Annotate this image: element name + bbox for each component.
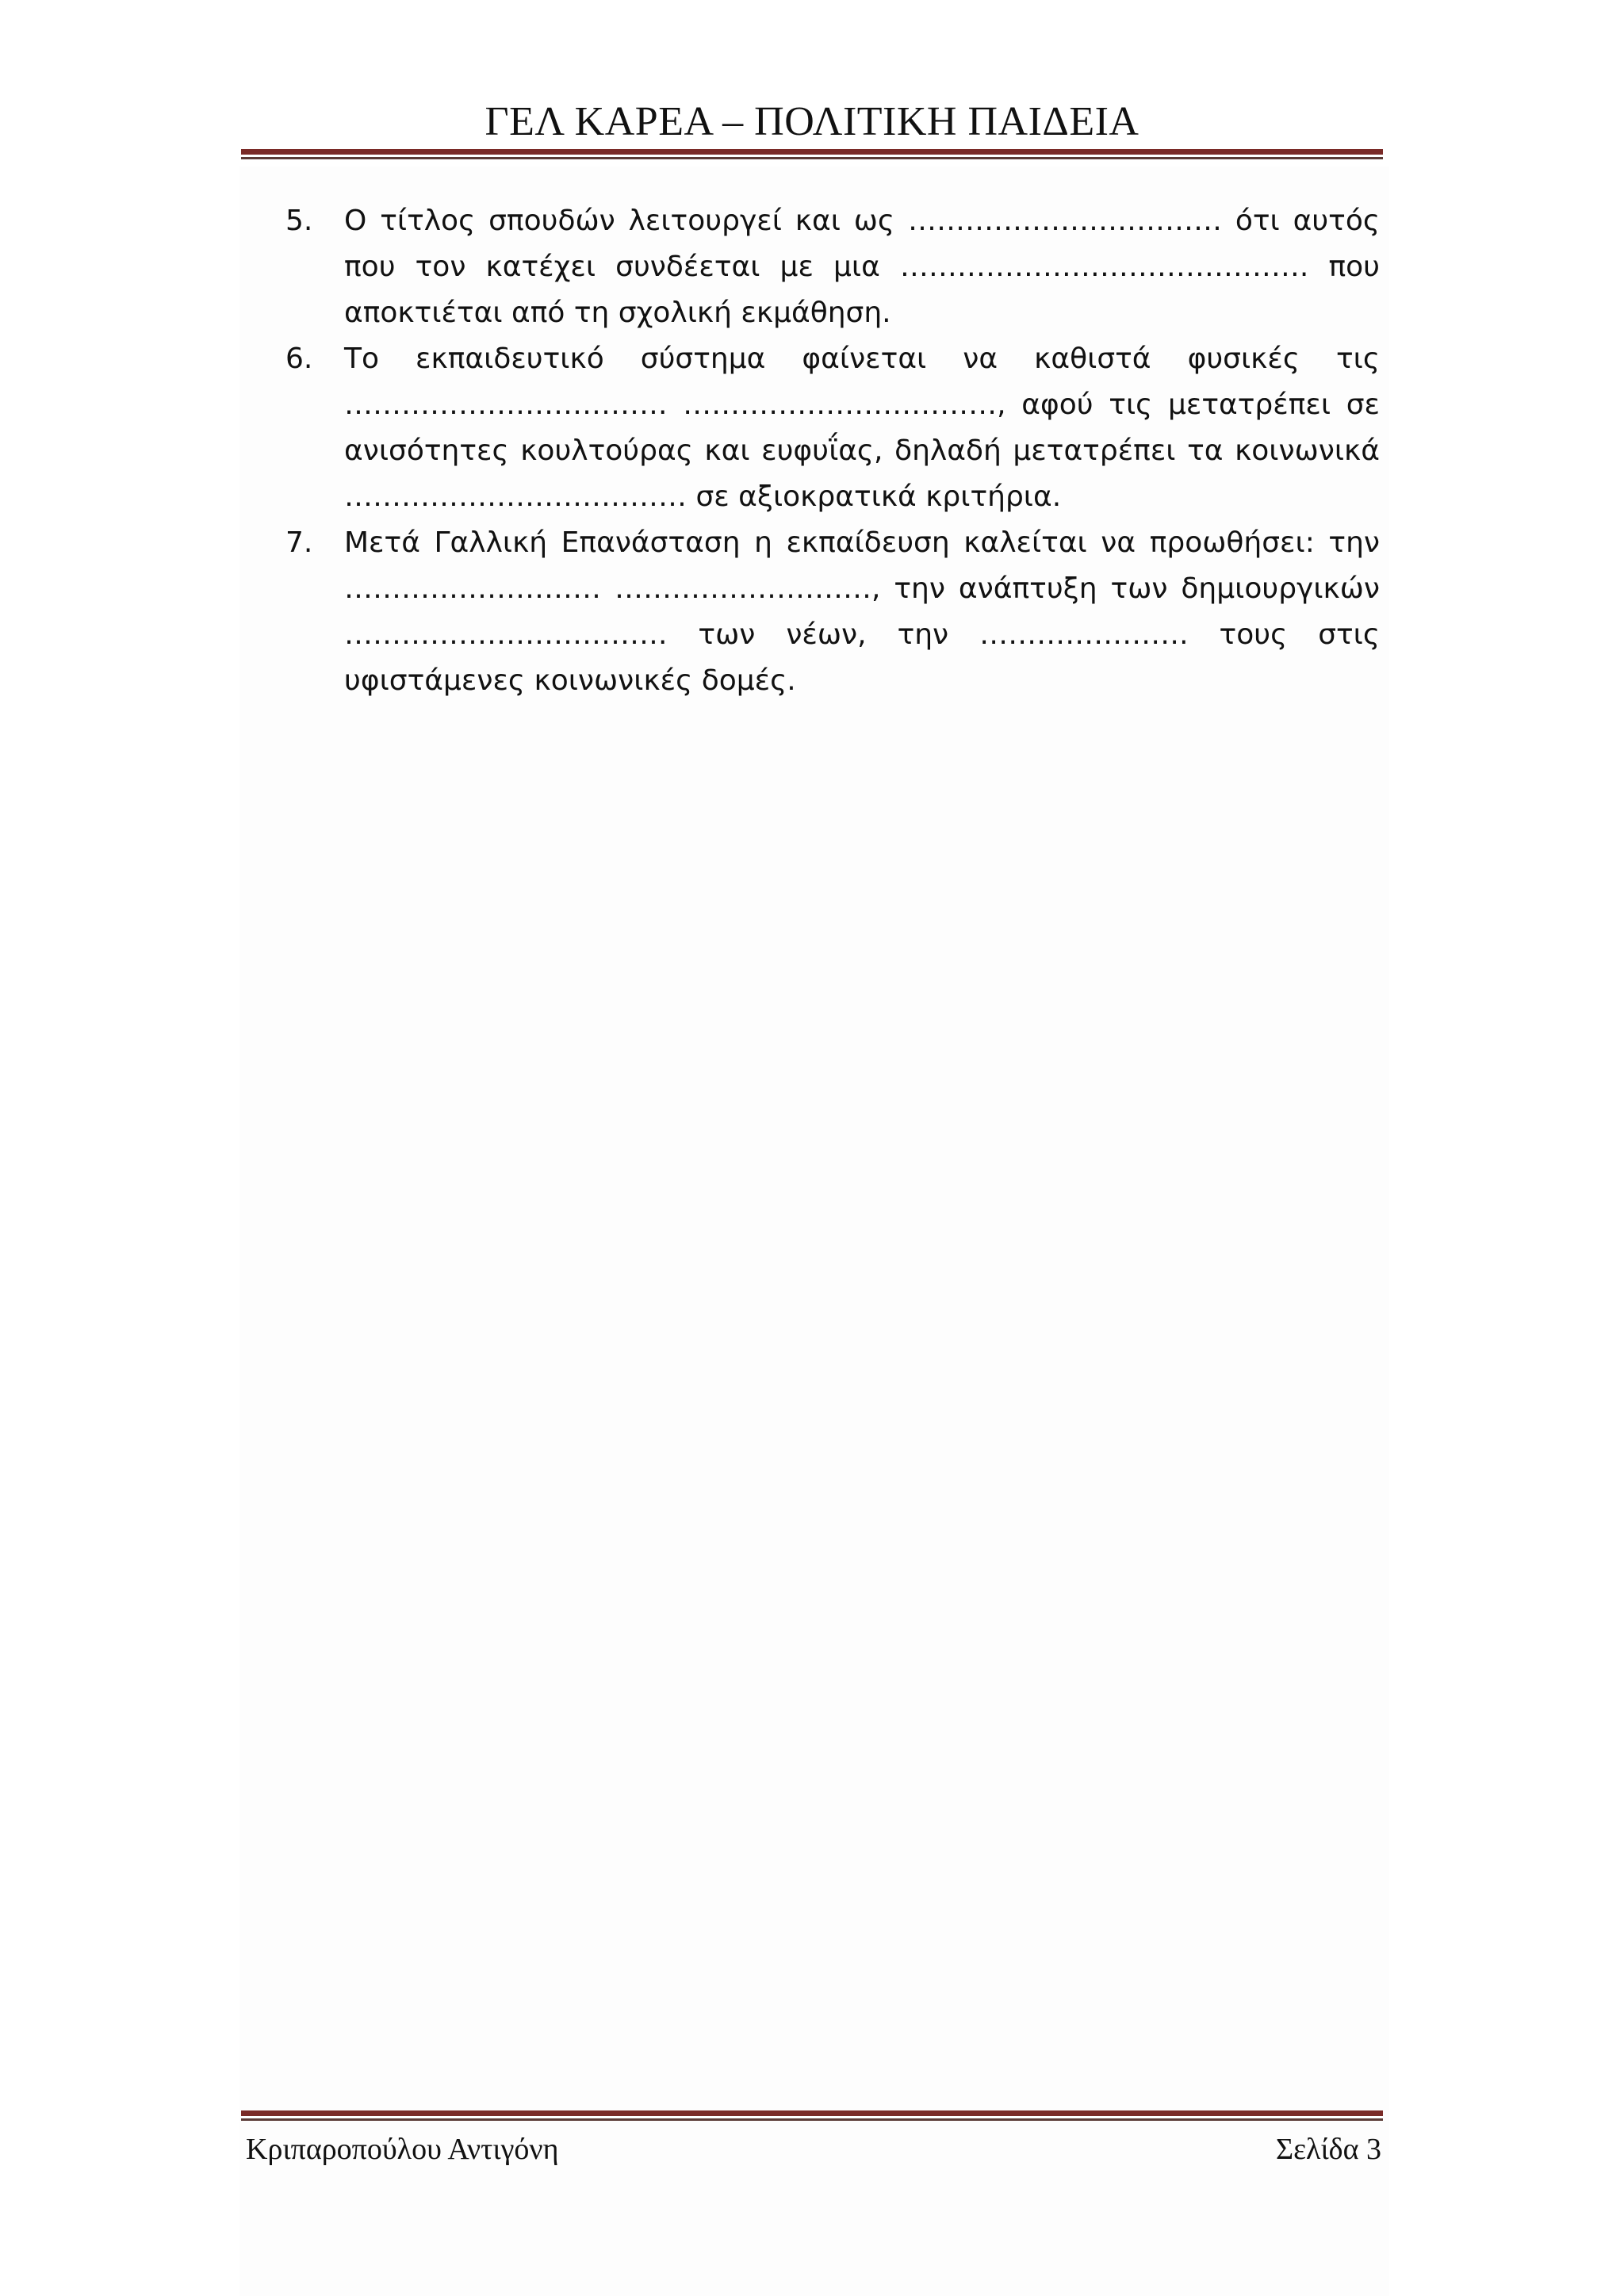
list-item-number: 5. [285,205,313,237]
list-item-number: 6. [285,342,313,375]
list-item-text: Ο τίτλος σπουδών λειτουργεί και ως …………………………… ότι αυτός που τον κατέχει συνδέεται με μια ……………………………………. που αποκτιέται από τη σχολική εκμάθηση. [344,205,1380,329]
list-item-number: 7. [285,526,313,559]
footer-page-number: Σελίδα 3 [1275,2133,1381,2166]
footer-divider [241,2110,1383,2121]
header-divider [241,149,1383,159]
list-item-text: Μετά Γαλλική Επανάσταση η εκπαίδευση καλείται να προωθήσει: την ……………………… ………………………, την ανάπτυξη των δημιουργικών ……………………………. των νέων, την …………………. τους στις υφιστάμενες κοινωνικές δομές. [344,526,1380,697]
list-item [285,198,1380,336]
page-header-title: ΓΕΛ ΚΑΡΕΑ – ΠΟΛΙΤΙΚΗ ΠΑΙΔΕΙΑ [485,99,1139,144]
list-item-text: Το εκπαιδευτικό σύστημα φαίνεται να καθιστά φυσικές τις ……………………………. ……………………………, αφού τις μετατρέπει σε ανισότητες κουλτούρας και ευφυΐας, δηλαδή μετατρέπει τα κοινωνικά ……………………………… σε αξιοκρατικά κριτήρια. [344,342,1380,513]
list-item [285,336,1380,520]
numbered-list [285,198,1380,704]
footer-author: Κριπαροπούλου Αντιγόνη [246,2133,559,2166]
list-item [285,520,1380,704]
